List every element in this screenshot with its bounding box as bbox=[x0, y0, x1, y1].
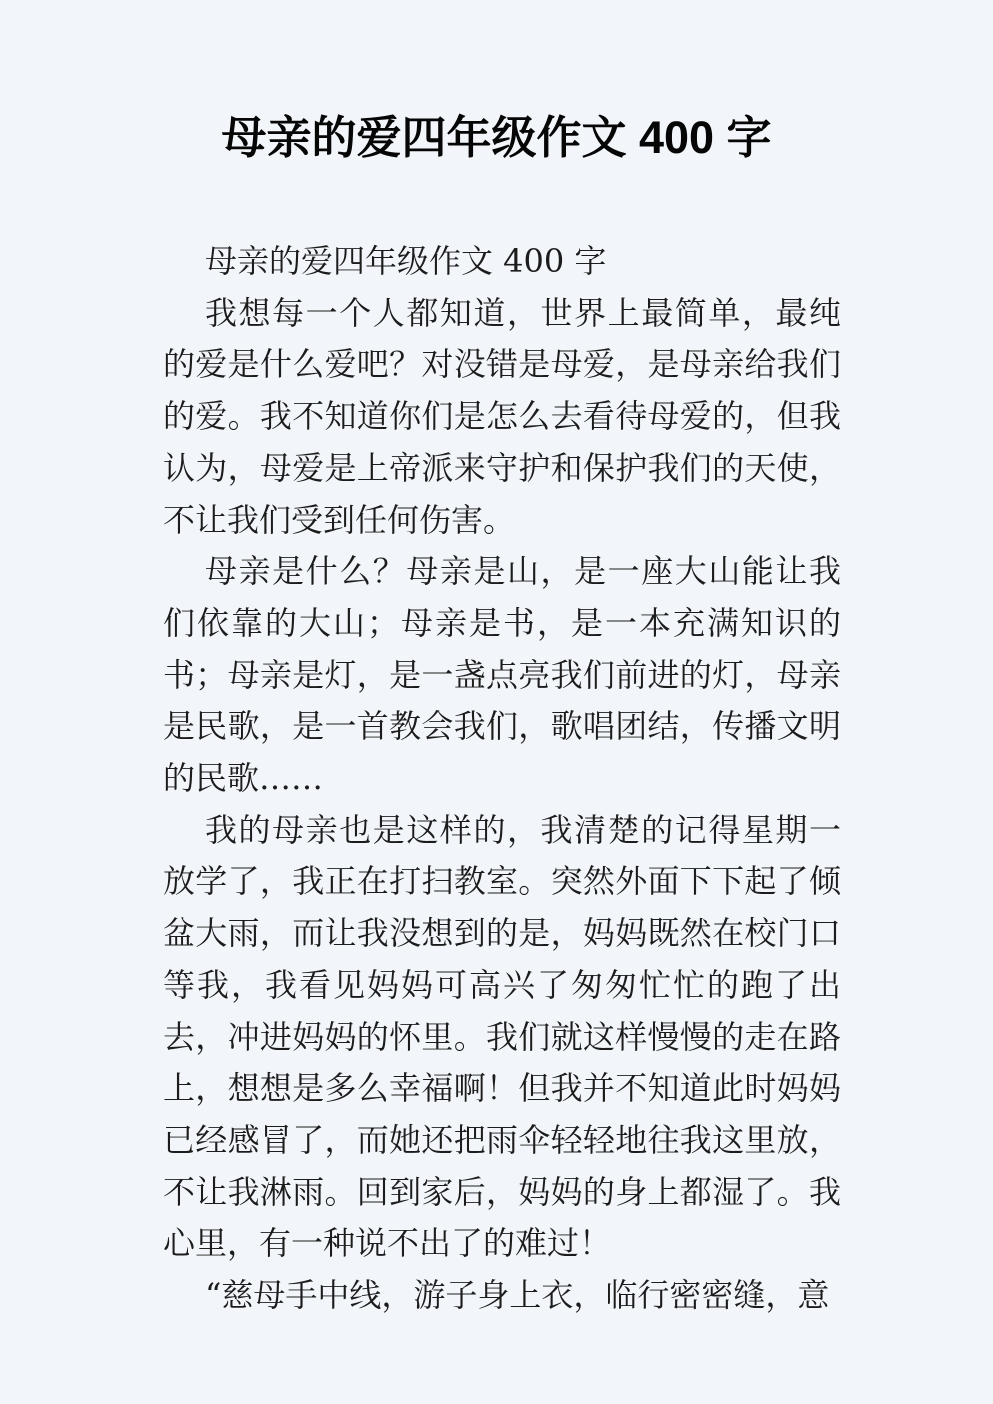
document-body bbox=[163, 236, 841, 1322]
paragraph-metaphors: 母亲是什么？母亲是山，是一座大山能让我们依靠的大山；母亲是书，是一本充满知识的书；母亲是灯，是一盏点亮我们前进的灯，母亲是民歌，是一首教会我们，歌唱团结，传播文明的民歌…… bbox=[163, 552, 841, 798]
paragraph-intro: 我想每一个人都知道，世界上最简单，最纯的爱是什么爱吧？对没错是母爱，是母亲给我们的爱。我不知道你们是怎么去看待母爱的，但我认为，母爱是上帝派来守护和保护我们的天使，不让我们受到任何伤害。 bbox=[163, 293, 841, 539]
document-title: 母亲的爱四年级作文 400 字 bbox=[221, 112, 772, 163]
paragraph-heading-line: 母亲的爱四年级作文 400 字 bbox=[205, 242, 607, 280]
paragraph-poem-quote: “慈母手中线，游子身上衣，临行密密缝，意 bbox=[205, 1276, 830, 1315]
paragraph-story: 我的母亲也是这样的，我清楚的记得星期一放学了，我正在打扫教室。突然外面下下起了倾盆大雨，而让我没想到的是，妈妈既然在校门口等我，我看见妈妈可高兴了匆匆忙忙的跑了出去，冲进妈妈的怀里。我们就这样慢慢的走在路上，想想是多么幸福啊！但我并不知道此时妈妈已经感冒了，而她还把雨伞轻轻地往我这里放，不让我淋雨。回到家后，妈妈的身上都湿了。我心里，有一种说不出了的难过！ bbox=[163, 810, 841, 1263]
